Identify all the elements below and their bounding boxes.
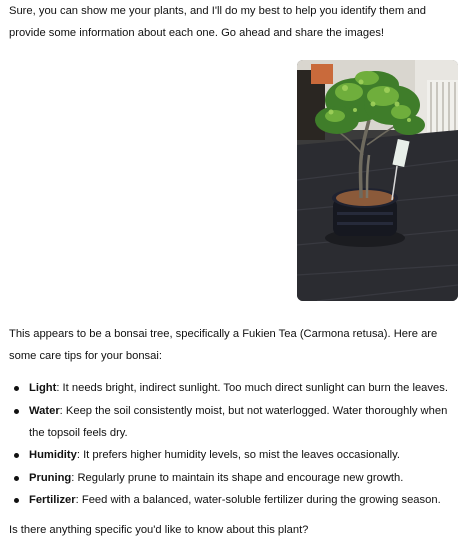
plant-photo[interactable] [297, 60, 458, 301]
assistant-message [9, 0, 465, 541]
list-item [9, 400, 465, 444]
intro-paragraph: Sure, you can show me your plants, and I'll do my best to help you identify them and provide some information about each one. Go ahead and share the images! [9, 5, 426, 39]
list-item [9, 377, 465, 399]
bullet-icon [14, 453, 19, 458]
tip-term: Humidity [29, 449, 77, 461]
bullet-icon [14, 409, 19, 414]
tip-term: Water [29, 404, 60, 417]
image-row [9, 60, 465, 301]
tip-term: Fertilizer [29, 494, 76, 506]
tip-term: Light [29, 382, 57, 394]
identification-paragraph: This appears to be a bonsai tree, specifically a Fukien Tea (Carmona retusa). Here are some care tips for your bonsai: [9, 328, 438, 362]
bullet-icon [14, 476, 19, 481]
care-tips-list [9, 377, 465, 511]
bullet-icon [14, 386, 19, 391]
closing-paragraph: Is there anything specific you'd like to know about this plant? [9, 524, 309, 536]
tip-text: : Regularly prune to maintain its shape and encourage new growth. [71, 471, 404, 484]
tip-term: Pruning [29, 471, 72, 484]
tip-text: : Feed with a balanced, water-soluble fertilizer during the growing season. [75, 494, 441, 506]
tip-text: : It needs bright, indirect sunlight. Too much direct sunlight can burn the leaves. [56, 382, 448, 394]
list-item [9, 489, 465, 511]
tip-text: : It prefers higher humidity levels, so mist the leaves occasionally. [76, 449, 400, 461]
list-item [9, 444, 465, 466]
list-item [9, 467, 465, 489]
bullet-icon [14, 498, 19, 503]
tip-text: : Keep the soil consistently moist, but not waterlogged. Water thoroughly when the topsoil feels dry. [29, 404, 448, 439]
